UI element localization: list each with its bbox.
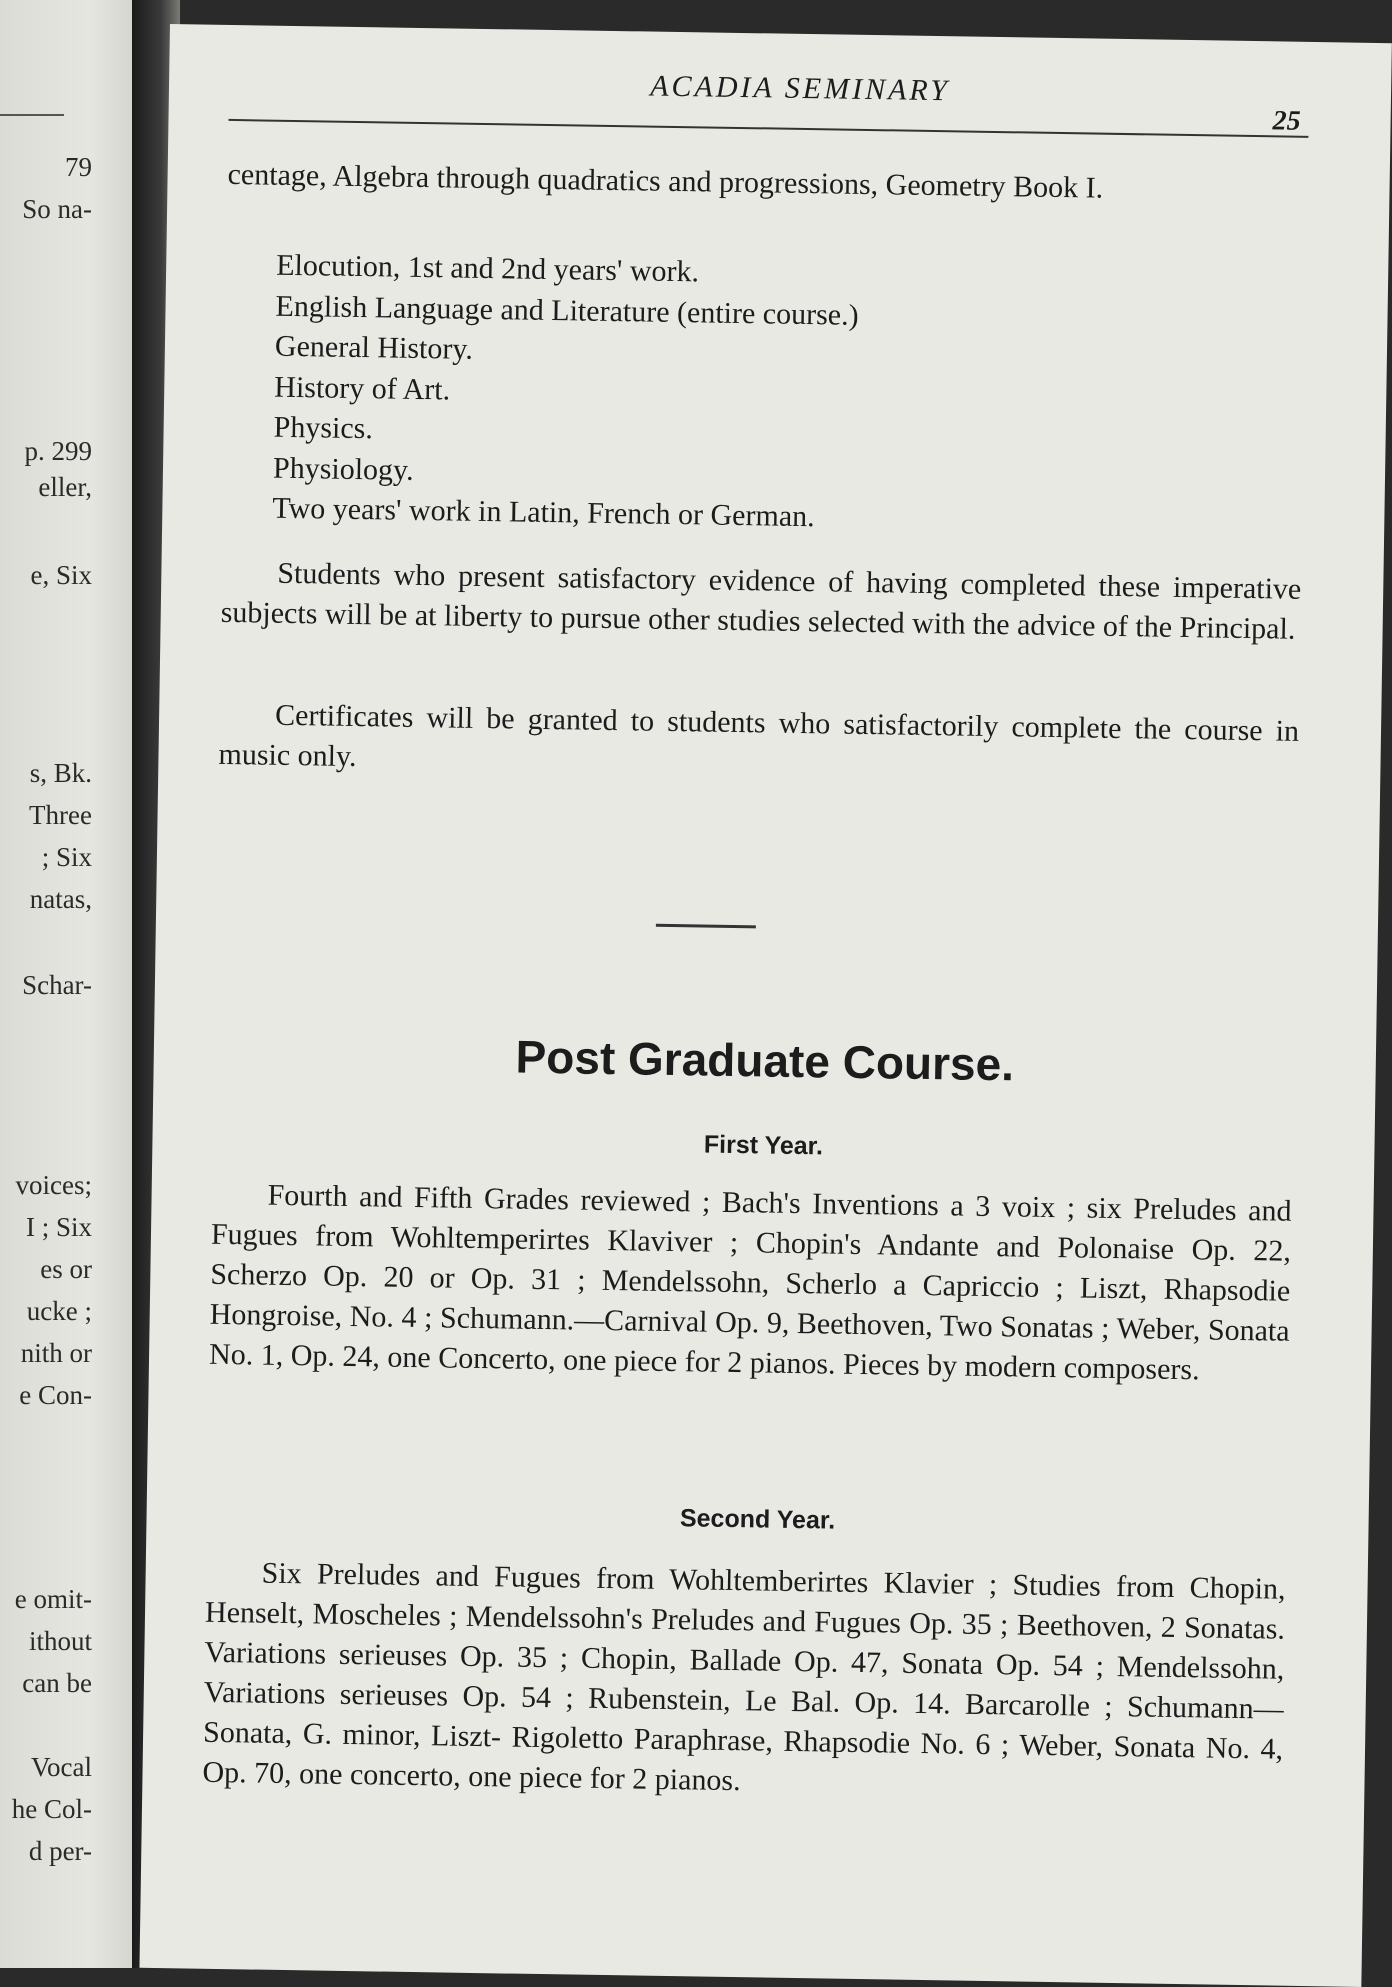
students-paragraph: Students who present satisfactory evidence of having completed these imperative subjects will be at liberty to pursue other studies selected with the advice of the Principal. — [220, 556, 1302, 646]
section-title: Post Graduate Course. — [515, 1030, 1015, 1091]
facing-line: ; Six — [41, 842, 92, 872]
facing-line: s, Bk. — [29, 758, 92, 788]
page-number: 25 — [1272, 105, 1301, 137]
facing-line: eller, — [38, 472, 92, 502]
first-year-heading: First Year. — [703, 1130, 824, 1161]
header-rule — [228, 119, 1308, 138]
subject-item: General History. — [274, 329, 474, 366]
facing-line: ucke ; — [26, 1296, 92, 1326]
facing-line: e Con- — [19, 1380, 92, 1410]
book-page — [139, 24, 1391, 1987]
subject-item: Physics. — [273, 410, 374, 446]
facing-line: can be — [22, 1668, 92, 1698]
certificates-paragraph: Certificates will be granted to students who satisfactorily complete the course in music only. — [218, 698, 1300, 774]
subject-list — [272, 246, 859, 539]
facing-line: ithout — [28, 1626, 92, 1656]
facing-line: natas, — [29, 884, 92, 914]
subject-item: History of Art. — [274, 370, 451, 406]
subject-item: Two years' work in Latin, French or German. — [272, 491, 815, 534]
facing-page — [0, 0, 150, 1968]
facing-line: So na- — [22, 194, 92, 224]
facing-line: he Col- — [11, 1794, 92, 1824]
facing-line: es or — [40, 1254, 92, 1284]
facing-line: 79 — [65, 152, 92, 182]
facing-line: Vocal — [31, 1752, 92, 1782]
running-head: ACADIA SEMINARY — [649, 69, 951, 108]
subject-item: Physiology. — [272, 451, 414, 487]
subject-item: English Language and Literature (entire course.) — [275, 289, 859, 332]
facing-line: I ; Six — [25, 1212, 92, 1242]
facing-line: e, Six — [30, 560, 92, 590]
facing-line: d per- — [28, 1836, 92, 1866]
section-separator — [656, 924, 756, 929]
first-year-paragraph: Fourth and Fifth Grades reviewed ; Bach's Inventions a 3 voix ; six Preludes and Fugues from Wohltemperirtes Klaviver ; Chopin's Andante and Polonaise Op. 22, Scherzo Op. 20 or Op. 31 ; Mendelssohn, Scherlo a Capriccio ; Liszt, Rhapsodie Hongroise, No. 4 ; Schumann.—Carnival Op. 9, Beethoven, Two Sonatas ; Weber, Sonata No. 1, Op. 24, one Concerto, one piece for 2 pianos. Pieces by modern composers. — [208, 1178, 1292, 1387]
facing-line: Three — [29, 800, 92, 830]
facing-line: voices; — [15, 1170, 92, 1200]
facing-line: Schar- — [22, 970, 92, 1000]
second-year-heading: Second Year. — [679, 1504, 836, 1535]
continued-paragraph: centage, Algebra through quadratics and progressions, Geometry Book I. — [227, 157, 1104, 205]
subject-item: Elocution, 1st and 2nd years' work. — [275, 248, 700, 289]
second-year-paragraph: Six Preludes and Fugues from Wohltemberirtes Klavier ; Studies from Chopin, Henselt, Moscheles ; Mendelssohn's Preludes and Fugues Op. 35 ; Beethoven, 2 Sonatas. Variations serieuses Op. 35 ; Chopin, Ballade Op. 47, Sonata Op. 54 ; Mendelssohn, Variations serieuses Op. 54 ; Rubenstein, Le Bal. Op. 14. Barcarolle ; Schumann—Sonata, G. minor, Liszt- Rigoletto Paraphrase, Rhapsodie No. 6 ; Weber, Sonata No. 4, Op. 70, one concerto, one piece for 2 pianos. — [202, 1556, 1286, 1798]
facing-line: p. 299 — [24, 436, 92, 466]
facing-page-rule — [0, 114, 64, 116]
facing-line: nith or — [20, 1338, 92, 1368]
facing-line: e omit- — [14, 1584, 92, 1614]
